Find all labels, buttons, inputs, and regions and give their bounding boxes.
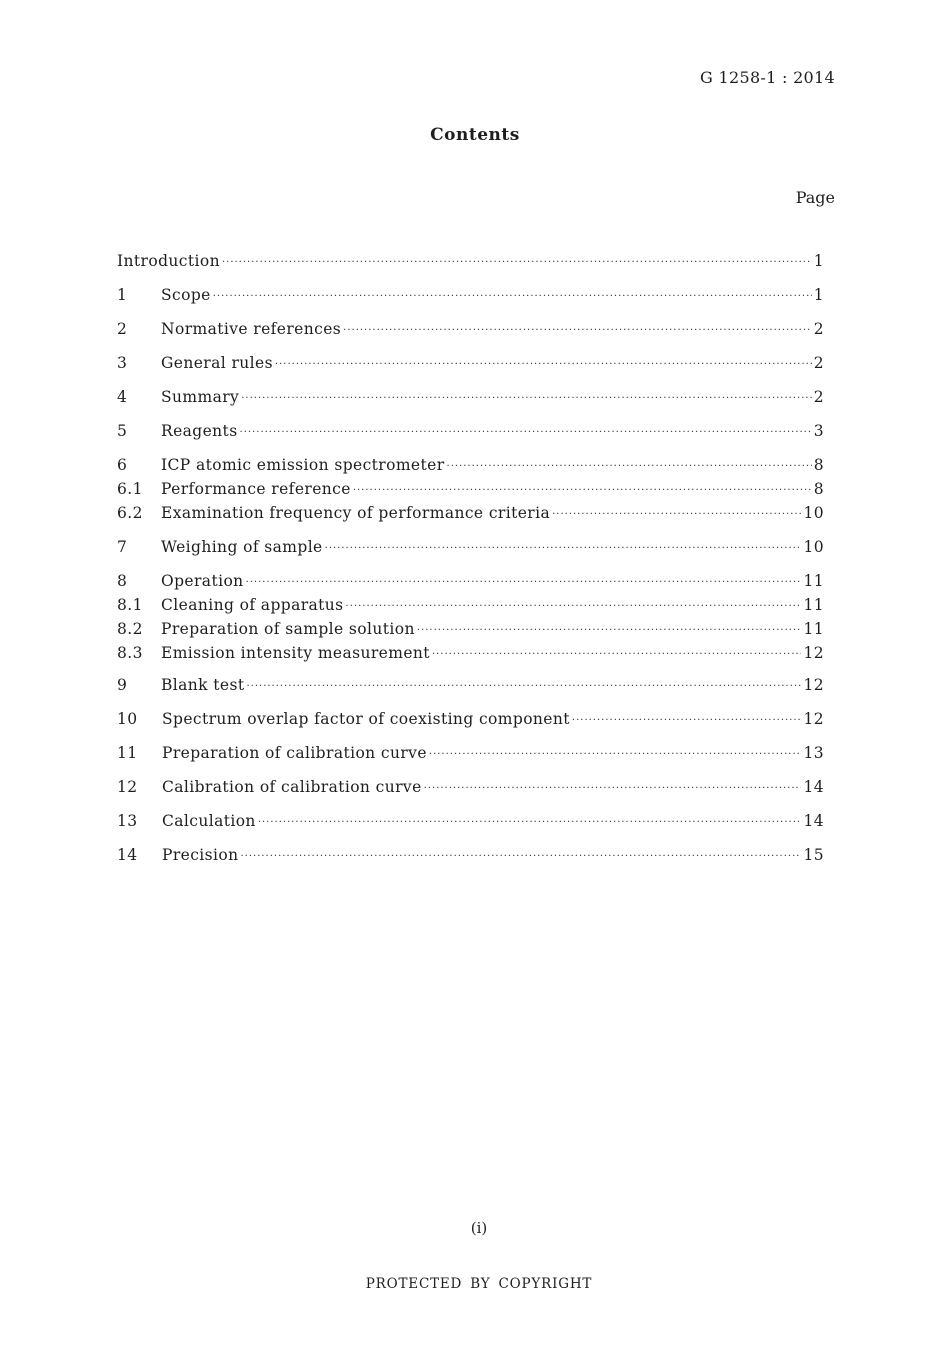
toc-entry[interactable] [117,620,824,642]
toc-entry-number: 10 [117,710,138,728]
toc-entry-introduction[interactable] [117,252,824,274]
toc-entry-title: Weighing of sample [161,538,323,556]
toc-entry-page: 14 [803,778,824,796]
toc-leader-dots [424,783,802,794]
page-title: Contents [430,125,520,145]
toc-entry-page: 11 [803,596,824,614]
toc-entry-number: 4 [117,388,128,406]
toc-entry[interactable] [117,846,824,868]
toc-entry-title: Emission intensity measurement [161,644,430,662]
toc-entry[interactable] [117,744,824,766]
toc-entry-title: Normative references [161,320,342,338]
toc-entry-number: 3 [117,354,128,372]
toc-entry-number: 13 [117,812,138,830]
toc-leader-dots [429,749,802,760]
standard-id: G 1258-1 : 2014 [700,68,835,87]
toc-leader-dots [325,543,802,554]
toc-entry-title: Calculation [162,812,256,830]
toc-entry-number: 8.3 [117,644,143,662]
page-number: (i) [470,1219,488,1237]
toc-entry[interactable] [117,354,824,376]
toc-entry-title: Introduction [117,252,220,270]
toc-entry[interactable] [117,388,824,410]
toc-entry-number: 8.2 [117,620,143,638]
toc-entry[interactable] [117,538,824,560]
toc-leader-dots [447,461,812,472]
toc-entry-title: Blank test [161,676,245,694]
toc-entry-number: 6 [117,456,128,474]
toc-entry-number: 8 [117,572,128,590]
toc-leader-dots [417,625,802,636]
toc-leader-dots [222,257,812,268]
toc-entry-title: Performance reference [161,480,351,498]
toc-entry-title: Examination frequency of performance criteria [161,504,551,522]
toc-leader-dots [353,485,812,496]
toc-leader-dots [432,649,802,660]
toc-entry[interactable] [117,320,824,342]
toc-entry-title: General rules [161,354,273,372]
toc-leader-dots [246,681,801,692]
toc-entry-number: 11 [117,744,138,762]
toc-entry-page: 8 [813,456,824,474]
toc-entry[interactable] [117,422,824,444]
toc-entry-page: 11 [803,572,824,590]
toc-entry-page: 12 [803,710,824,728]
toc-entry-page: 1 [813,286,824,304]
toc-entry[interactable] [117,676,824,698]
toc-entry-number: 14 [117,846,138,864]
toc-entry-page: 3 [813,422,824,440]
toc-entry-number: 7 [117,538,128,556]
toc-entry-title: Operation [161,572,244,590]
toc-leader-dots [572,715,802,726]
toc-entry-page: 12 [803,676,824,694]
toc-entry-number: 12 [117,778,138,796]
toc-entry[interactable] [117,778,824,800]
toc-entry-number: 8.1 [117,596,143,614]
toc-entry-page: 8 [813,480,824,498]
toc-entry-page: 10 [803,538,824,556]
toc-entry[interactable] [117,812,824,834]
toc-entry[interactable] [117,596,824,618]
toc-entry-number: 6.1 [117,480,143,498]
toc-entry-title: Preparation of calibration curve [162,744,427,762]
toc-entry[interactable] [117,286,824,308]
toc-entry-page: 2 [813,320,824,338]
toc-entry[interactable] [117,710,824,732]
toc-leader-dots [213,291,812,302]
copyright-notice: PROTECTED BY COPYRIGHT [365,1276,593,1292]
toc-entry-title: Cleaning of apparatus [161,596,344,614]
page-column-label: Page [795,188,835,207]
toc-entry[interactable] [117,572,824,594]
toc-leader-dots [258,817,802,828]
toc-leader-dots [343,325,812,336]
toc-entry-title: Reagents [161,422,238,440]
toc-entry-number: 9 [117,676,128,694]
toc-entry[interactable] [117,644,824,666]
toc-entry-title: Calibration of calibration curve [162,778,422,796]
toc-leader-dots [552,509,801,520]
toc-entry[interactable] [117,504,824,526]
toc-leader-dots [240,427,812,438]
toc-entry-page: 1 [813,252,824,270]
toc-entry[interactable] [117,480,824,502]
toc-entry-title: Precision [162,846,239,864]
toc-entry-title: ICP atomic emission spectrometer [161,456,445,474]
toc-entry-page: 2 [813,354,824,372]
toc-leader-dots [346,601,802,612]
toc-entry-title: Scope [161,286,211,304]
toc-entry[interactable] [117,456,824,478]
toc-entry-page: 2 [813,388,824,406]
toc-entry-number: 6.2 [117,504,143,522]
toc-entry-page: 13 [803,744,824,762]
toc-entry-title: Spectrum overlap factor of coexisting component [162,710,570,728]
toc-entry-page: 11 [803,620,824,638]
toc-entry-title: Preparation of sample solution [161,620,415,638]
toc-entry-page: 15 [803,846,824,864]
toc-entry-page: 10 [803,504,824,522]
toc-leader-dots [275,359,812,370]
toc-entry-number: 2 [117,320,128,338]
toc-leader-dots [241,393,812,404]
toc-entry-number: 1 [117,286,128,304]
toc-leader-dots [246,577,802,588]
toc-entry-number: 5 [117,422,128,440]
toc-entry-page: 12 [803,644,824,662]
toc-entry-page: 14 [803,812,824,830]
toc-entry-title: Summary [161,388,240,406]
toc-leader-dots [240,851,801,862]
